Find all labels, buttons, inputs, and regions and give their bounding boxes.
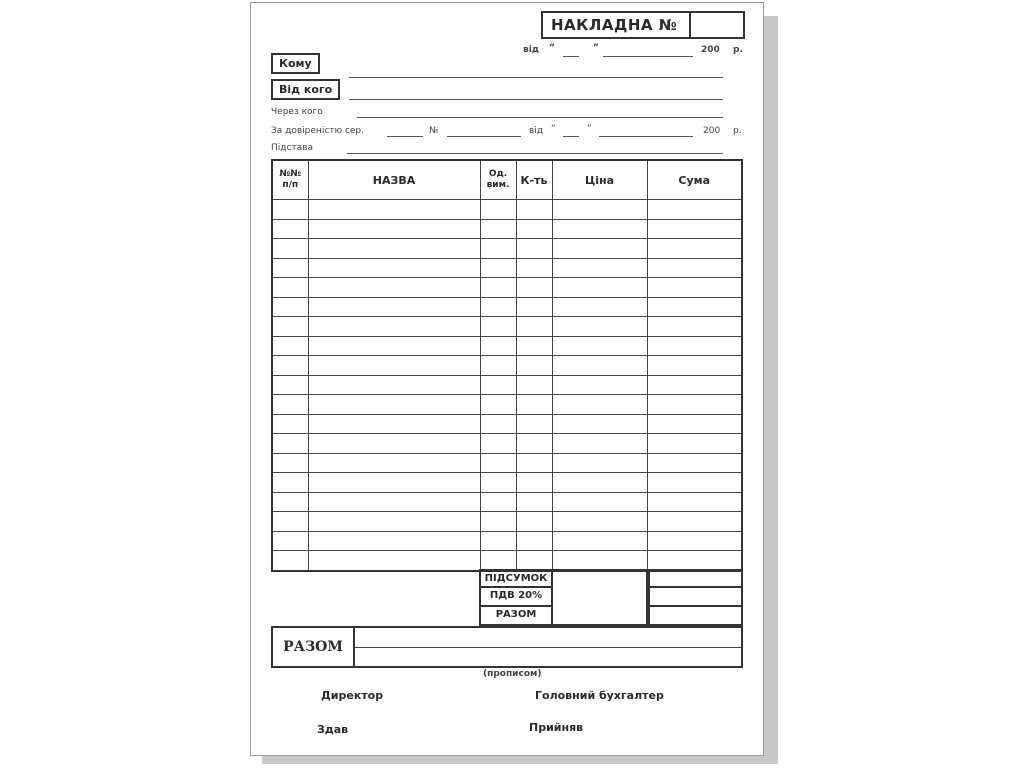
via-field[interactable] <box>357 117 723 118</box>
table-row <box>272 239 742 259</box>
total-in-words-line-1[interactable] <box>355 628 741 648</box>
table-row <box>272 258 742 278</box>
table-body <box>272 200 742 571</box>
invoice-number-field[interactable] <box>691 13 743 37</box>
cell-num[interactable] <box>272 219 308 239</box>
cell-price[interactable] <box>552 336 647 356</box>
cell-sum[interactable] <box>647 336 742 356</box>
table-row <box>272 395 742 415</box>
cell-num[interactable] <box>272 414 308 434</box>
cell-qty[interactable] <box>516 356 552 376</box>
table-row <box>272 414 742 434</box>
cell-qty[interactable] <box>516 531 552 551</box>
cell-num[interactable] <box>272 492 308 512</box>
cell-qty[interactable] <box>516 375 552 395</box>
cell-price[interactable] <box>552 473 647 493</box>
cell-unit[interactable] <box>480 219 516 239</box>
table-row <box>272 317 742 337</box>
cell-sum[interactable] <box>647 297 742 317</box>
cell-price[interactable] <box>552 512 647 532</box>
col-qty-header <box>516 160 552 200</box>
cell-num[interactable] <box>272 200 308 220</box>
handed-signature-label: Здав <box>317 723 349 736</box>
cell-name[interactable] <box>308 317 480 337</box>
invoice-title-box <box>541 11 745 39</box>
director-signature-label: Директор <box>321 689 384 702</box>
cell-sum[interactable] <box>647 219 742 239</box>
cell-unit[interactable] <box>480 395 516 415</box>
cell-name[interactable] <box>308 434 480 454</box>
cell-unit[interactable] <box>480 317 516 337</box>
col-sum-header <box>647 160 742 200</box>
cell-num[interactable] <box>272 239 308 259</box>
cell-name[interactable] <box>308 414 480 434</box>
cell-name[interactable] <box>308 551 480 571</box>
table-row <box>272 473 742 493</box>
power-from-label: від <box>529 126 544 136</box>
cell-price[interactable] <box>552 375 647 395</box>
items-table <box>271 159 743 572</box>
table-row <box>272 297 742 317</box>
cell-sum[interactable] <box>647 395 742 415</box>
col-unit-label: Од. вим. <box>486 169 510 190</box>
date-quote-close: ” <box>593 43 599 53</box>
date-day-field[interactable] <box>563 56 579 57</box>
cell-qty[interactable] <box>516 551 552 571</box>
cell-name[interactable] <box>308 356 480 376</box>
cell-name[interactable] <box>308 219 480 239</box>
cell-unit[interactable] <box>480 492 516 512</box>
cell-price[interactable] <box>552 278 647 298</box>
invoice-form <box>250 2 764 756</box>
col-name-header <box>308 160 480 200</box>
cell-unit[interactable] <box>480 434 516 454</box>
table-row <box>272 453 742 473</box>
col-number-label: №№ п/п <box>279 169 302 190</box>
cell-price[interactable] <box>552 414 647 434</box>
cell-qty[interactable] <box>516 336 552 356</box>
cell-name[interactable] <box>308 278 480 298</box>
cell-price[interactable] <box>552 531 647 551</box>
chief-accountant-signature-label: Головний бухгалтер <box>535 689 664 702</box>
cell-num[interactable] <box>272 356 308 376</box>
summary-values <box>648 569 743 626</box>
cell-num[interactable] <box>272 551 308 571</box>
cell-sum[interactable] <box>647 434 742 454</box>
cell-sum[interactable] <box>647 453 742 473</box>
cell-unit[interactable] <box>480 375 516 395</box>
cell-num[interactable] <box>272 317 308 337</box>
total-in-words-line-2[interactable] <box>355 648 741 667</box>
power-of-attorney-label: За довіреністю сер. <box>271 126 365 136</box>
cell-name[interactable] <box>308 473 480 493</box>
vat-value-field[interactable] <box>648 588 743 607</box>
cell-sum[interactable] <box>647 473 742 493</box>
total-in-words-label: РАЗОМ <box>273 628 355 666</box>
col-price-label: Ціна <box>585 173 614 187</box>
date-year: 200 <box>701 45 720 55</box>
from-field[interactable] <box>349 99 723 100</box>
to-label: Кому <box>271 53 320 74</box>
table-row <box>272 356 742 376</box>
cell-sum[interactable] <box>647 531 742 551</box>
cell-price[interactable] <box>552 219 647 239</box>
cell-price[interactable] <box>552 356 647 376</box>
power-year: 200 <box>703 126 721 136</box>
cell-unit[interactable] <box>480 531 516 551</box>
cell-name[interactable] <box>308 512 480 532</box>
cell-sum[interactable] <box>647 492 742 512</box>
col-name-label: НАЗВА <box>372 173 416 187</box>
date-quote-open: “ <box>549 43 555 53</box>
cell-sum[interactable] <box>647 278 742 298</box>
cell-unit[interactable] <box>480 453 516 473</box>
table-row <box>272 375 742 395</box>
cell-sum[interactable] <box>647 551 742 571</box>
summary-price-cell <box>553 569 648 626</box>
cell-name[interactable] <box>308 395 480 415</box>
subtotal-value-field[interactable] <box>648 569 743 588</box>
summary-total-label: РАЗОМ <box>479 607 553 626</box>
total-in-words-box <box>271 626 743 668</box>
cell-sum[interactable] <box>647 258 742 278</box>
table-row <box>272 512 742 532</box>
cell-unit[interactable] <box>480 414 516 434</box>
cell-price[interactable] <box>552 434 647 454</box>
power-quote-close: ” <box>587 124 592 134</box>
table-row <box>272 434 742 454</box>
cell-price[interactable] <box>552 200 647 220</box>
cell-qty[interactable] <box>516 434 552 454</box>
cell-unit[interactable] <box>480 258 516 278</box>
cell-sum[interactable] <box>647 414 742 434</box>
power-number-field[interactable] <box>447 136 521 137</box>
in-words-caption: (прописом) <box>483 669 542 679</box>
cell-name[interactable] <box>308 453 480 473</box>
cell-unit[interactable] <box>480 278 516 298</box>
cell-num[interactable] <box>272 297 308 317</box>
vat-label: ПДВ 20% <box>479 588 553 607</box>
subtotal-label: ПІДСУМОК <box>479 569 553 588</box>
table-row <box>272 492 742 512</box>
cell-num[interactable] <box>272 395 308 415</box>
cell-sum[interactable] <box>647 239 742 259</box>
power-series-field[interactable] <box>387 136 423 137</box>
cell-price[interactable] <box>552 551 647 571</box>
cell-unit[interactable] <box>480 336 516 356</box>
cell-sum[interactable] <box>647 375 742 395</box>
cell-num[interactable] <box>272 453 308 473</box>
cell-sum[interactable] <box>647 356 742 376</box>
cell-price[interactable] <box>552 239 647 259</box>
table-header-row <box>272 160 742 200</box>
cell-name[interactable] <box>308 375 480 395</box>
cell-num[interactable] <box>272 531 308 551</box>
cell-name[interactable] <box>308 258 480 278</box>
cell-qty[interactable] <box>516 219 552 239</box>
cell-qty[interactable] <box>516 200 552 220</box>
date-from-label: від <box>523 45 540 55</box>
cell-qty[interactable] <box>516 317 552 337</box>
cell-name[interactable] <box>308 531 480 551</box>
table-row <box>272 336 742 356</box>
cell-num[interactable] <box>272 375 308 395</box>
cell-name[interactable] <box>308 492 480 512</box>
cell-num[interactable] <box>272 336 308 356</box>
cell-qty[interactable] <box>516 395 552 415</box>
cell-unit[interactable] <box>480 551 516 571</box>
cell-qty[interactable] <box>516 492 552 512</box>
cell-qty[interactable] <box>516 258 552 278</box>
cell-unit[interactable] <box>480 356 516 376</box>
received-signature-label: Прийняв <box>529 721 584 734</box>
total-value-field[interactable] <box>648 607 743 626</box>
cell-price[interactable] <box>552 297 647 317</box>
cell-name[interactable] <box>308 297 480 317</box>
col-unit-header <box>480 160 516 200</box>
cell-name[interactable] <box>308 336 480 356</box>
via-label: Через кого <box>271 107 323 117</box>
table-row <box>272 200 742 220</box>
power-quote-open: “ <box>551 124 556 134</box>
table-row <box>272 219 742 239</box>
cell-qty[interactable] <box>516 512 552 532</box>
cell-price[interactable] <box>552 317 647 337</box>
table-row <box>272 278 742 298</box>
table-row <box>272 551 742 571</box>
cell-num[interactable] <box>272 473 308 493</box>
cell-price[interactable] <box>552 258 647 278</box>
cell-price[interactable] <box>552 453 647 473</box>
col-sum-label: Сума <box>678 173 711 187</box>
power-month-field[interactable] <box>599 136 693 137</box>
cell-sum[interactable] <box>647 512 742 532</box>
power-no-label: № <box>429 126 439 136</box>
cell-qty[interactable] <box>516 453 552 473</box>
table-row <box>272 531 742 551</box>
cell-qty[interactable] <box>516 297 552 317</box>
summary-labels <box>479 569 553 626</box>
cell-name[interactable] <box>308 239 480 259</box>
power-day-field[interactable] <box>563 136 579 137</box>
invoice-title: НАКЛАДНА № <box>543 13 691 37</box>
col-price-header <box>552 160 647 200</box>
basis-field[interactable] <box>347 153 723 154</box>
cell-qty[interactable] <box>516 278 552 298</box>
cell-unit[interactable] <box>480 297 516 317</box>
col-qty-label: К-ть <box>520 173 548 187</box>
cell-num[interactable] <box>272 258 308 278</box>
cell-sum[interactable] <box>647 317 742 337</box>
basis-label: Підстава <box>271 143 314 153</box>
from-label: Від кого <box>271 79 340 100</box>
cell-price[interactable] <box>552 395 647 415</box>
cell-unit[interactable] <box>480 473 516 493</box>
cell-unit[interactable] <box>480 200 516 220</box>
cell-name[interactable] <box>308 200 480 220</box>
cell-unit[interactable] <box>480 239 516 259</box>
cell-price[interactable] <box>552 492 647 512</box>
to-field[interactable] <box>349 77 723 78</box>
cell-sum[interactable] <box>647 200 742 220</box>
col-number-header <box>272 160 308 200</box>
date-month-field[interactable] <box>603 56 693 57</box>
cell-qty[interactable] <box>516 239 552 259</box>
cell-num[interactable] <box>272 434 308 454</box>
power-year-suffix: р. <box>733 126 742 136</box>
cell-unit[interactable] <box>480 512 516 532</box>
cell-num[interactable] <box>272 278 308 298</box>
date-year-suffix: р. <box>733 45 743 55</box>
cell-num[interactable] <box>272 512 308 532</box>
cell-qty[interactable] <box>516 414 552 434</box>
cell-qty[interactable] <box>516 473 552 493</box>
